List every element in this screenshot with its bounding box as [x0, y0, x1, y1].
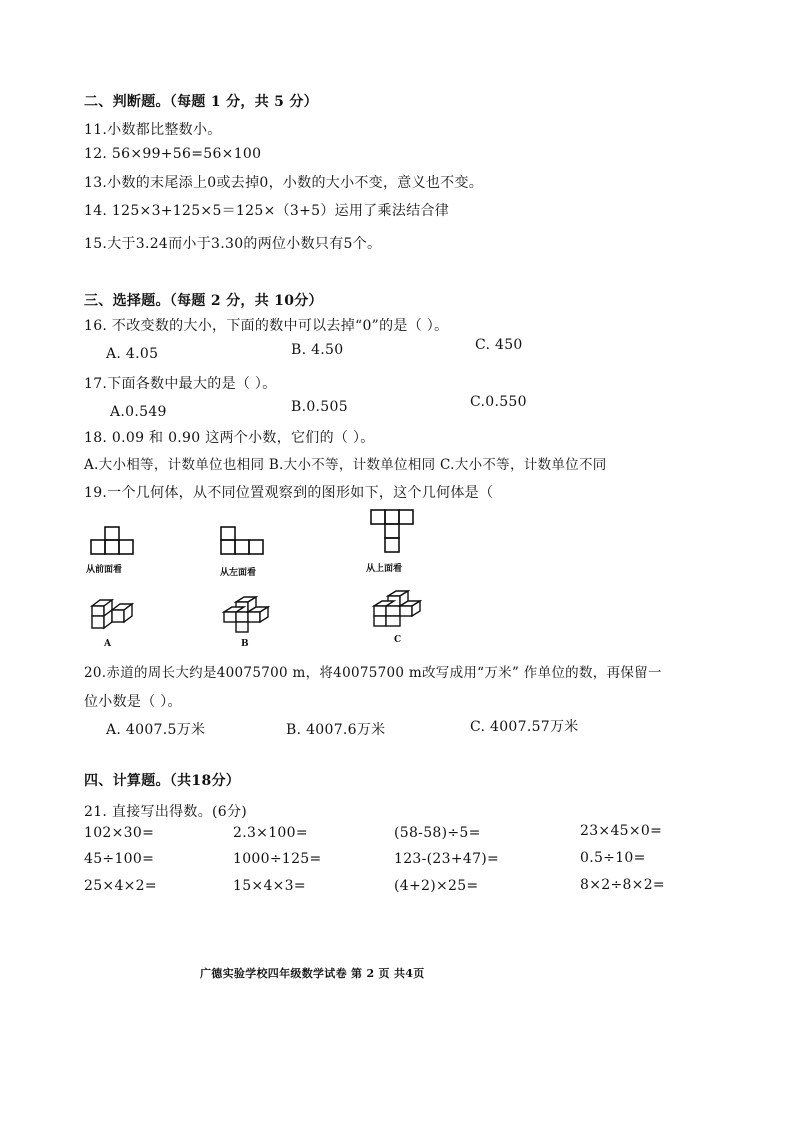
q20-option-b: B. 4007.6万米 [286, 722, 386, 738]
question-12: 12. 56×99+56=56×100 [84, 146, 262, 162]
calc-r1-c3: (58-58)÷5= [394, 825, 481, 841]
question-21: 21. 直接写出得数。(6分) [84, 804, 248, 820]
calc-r3-c1: 25×4×2= [84, 878, 157, 894]
calc-r1-c4: 23×45×0= [580, 823, 663, 839]
calc-r1-c2: 2.3×100= [233, 825, 308, 841]
choice-label-c: C [394, 635, 402, 645]
calc-r1-c1: 102×30= [84, 825, 155, 841]
solid-figure-c [368, 590, 426, 634]
solid-figure-b [220, 596, 272, 636]
q16-option-c: C. 450 [475, 337, 523, 353]
q20-option-a: A. 4007.5万米 [106, 722, 206, 738]
calc-r2-c3: 123-(23+47)= [394, 851, 500, 867]
view-label-top: 从上面看 [366, 564, 403, 574]
left-view-figure [220, 526, 266, 556]
section3-heading: 三、选择题。（每题 2 分，共 10分） [84, 293, 323, 309]
question-13: 13.小数的末尾添上0或去掉0，小数的大小不变，意义也不变。 [84, 175, 484, 191]
question-20-line1: 20.赤道的周长大约是40075700 m，将40075700 m改写成用“万米” 作单位的数，再保留一 [84, 665, 662, 681]
front-view-figure [90, 526, 136, 556]
q16-option-b: B. 4.50 [291, 342, 344, 358]
calc-r3-c3: (4+2)×25= [394, 878, 479, 894]
section4-heading: 四、计算题。（共18分） [84, 773, 241, 789]
page-footer: 广德实验学校四年级数学试卷 第 2 页 共4页 [200, 967, 425, 980]
q18-options: A.大小相等，计数单位也相同 B.大小不等，计数单位相同 C.大小不等，计数单位不同 [84, 457, 607, 473]
q20-option-c: C. 4007.57万米 [470, 719, 579, 735]
question-15: 15.大于3.24而小于3.30的两位小数只有5个。 [84, 236, 382, 252]
solid-figure-a [88, 598, 138, 634]
question-19: 19.一个几何体，从不同位置观察到的图形如下，这个几何体是（ [84, 485, 494, 501]
q17-option-b: B.0.505 [291, 399, 348, 415]
view-label-left: 从左面看 [220, 568, 257, 578]
calc-r2-c4: 0.5÷10= [580, 850, 646, 866]
section2-heading: 二、判断题。（每题 1 分，共 5 分） [84, 94, 318, 110]
q16-option-a: A. 4.05 [106, 346, 159, 362]
calc-r2-c1: 45÷100= [84, 851, 155, 867]
question-18: 18. 0.09 和 0.90 这两个小数，它们的（ ）。 [84, 430, 375, 446]
question-16: 16. 不改变数的大小，下面的数中可以去掉“0”的是（ ）。 [84, 318, 449, 334]
top-view-figure [370, 509, 416, 557]
calc-r2-c2: 1000÷125= [233, 851, 322, 867]
question-14: 14. 125×3+125×5＝125×（3+5）运用了乘法结合律 [84, 203, 450, 219]
choice-label-b: B [241, 639, 249, 649]
question-11: 11.小数都比整数小。 [84, 122, 222, 138]
question-17: 17.下面各数中最大的是（ ）。 [84, 376, 277, 392]
choice-label-a: A [104, 639, 111, 649]
view-label-front: 从前面看 [86, 565, 123, 575]
question-20-line2: 位小数是（ ）。 [84, 694, 182, 710]
q17-option-a: A.0.549 [110, 404, 167, 420]
calc-r3-c2: 15×4×3= [233, 878, 306, 894]
q17-option-c: C.0.550 [470, 394, 527, 410]
calc-r3-c4: 8×2÷8×2= [580, 877, 665, 893]
